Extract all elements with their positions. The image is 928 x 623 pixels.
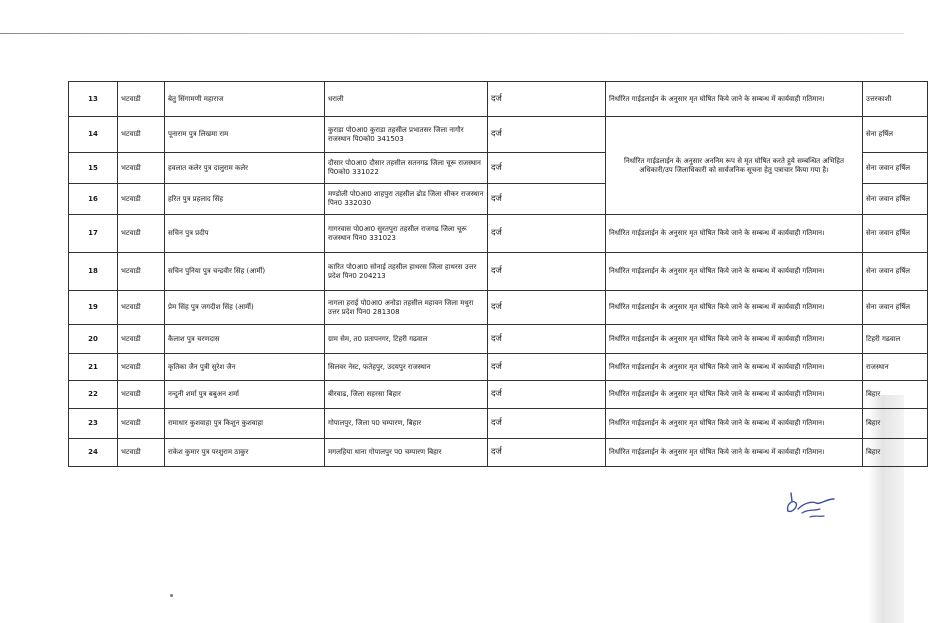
- table-row: [69, 82, 928, 117]
- person-name: हरित पुत्र प्रहलाद सिंह: [165, 184, 325, 215]
- person-name: प्रेम सिंह पुत्र जगदीश सिंह (आर्मी): [165, 291, 325, 325]
- person-address: गागरवास पो0आ0 सुरतपुरा तहसील राजगढ जिला चूरू राजस्थान पिन0 331023: [325, 215, 488, 253]
- location: टिहरी गढवाल: [863, 325, 928, 354]
- serial-number: 19: [69, 291, 118, 325]
- person-name: कैलाश पुत्र चरणदास: [165, 325, 325, 354]
- serial-number: 24: [69, 439, 118, 467]
- person-address: बीरवाढ, जिला सहरसा बिहार: [325, 381, 488, 409]
- scan-top-edge: [0, 33, 904, 34]
- table-row: [69, 253, 928, 291]
- station-name: भटवाडी: [118, 291, 165, 325]
- action-note: निर्धारित गाईडलाईन के अनुसार मृत घोषित किये जाने के सम्बन्ध में कार्यवाही गतिमान।: [606, 409, 863, 439]
- report-status: दर्ज: [488, 184, 606, 215]
- table-row: [69, 325, 928, 354]
- table-row: [69, 215, 928, 253]
- handwritten-signature: [782, 487, 842, 527]
- missing-persons-table: [68, 81, 928, 467]
- action-note: निर्धारित गाईडलाईन के अनुसार मृत घोषित किये जाने के सम्बन्ध में कार्यवाही गतिमान।: [606, 82, 863, 117]
- person-name: सचिन पुत्र प्रदीप: [165, 215, 325, 253]
- station-name: भटवाडी: [118, 354, 165, 381]
- location: बिहार: [863, 381, 928, 409]
- report-status: दर्ज: [488, 117, 606, 153]
- station-name: भटवाडी: [118, 325, 165, 354]
- serial-number: 16: [69, 184, 118, 215]
- report-status: दर्ज: [488, 291, 606, 325]
- location: उत्तरकाशी: [863, 82, 928, 117]
- serial-number: 14: [69, 117, 118, 153]
- person-name: पूनाराम पुत्र लिखमा राम: [165, 117, 325, 153]
- serial-number: 22: [69, 381, 118, 409]
- location: सेना हर्षिल: [863, 117, 928, 153]
- report-status: दर्ज: [488, 253, 606, 291]
- station-name: भटवाडी: [118, 253, 165, 291]
- person-address: कुराडा पो0आ0 कुराडा तहसील प्रभातसर जिला नागौर राजस्थान पि0को0 341503: [325, 117, 488, 153]
- location: बिहार: [863, 439, 928, 467]
- table-row: [69, 381, 928, 409]
- action-note: निर्धारित गाईडलाईन के अनुसार मृत घोषित किये जाने के सम्बन्ध में कार्यवाही गतिमान।: [606, 381, 863, 409]
- person-address: कारित पो0आ0 सोनाई तहसील हाथरस जिला हाथरस उत्तर प्रदेश पिन0 204213: [325, 253, 488, 291]
- person-name: बेतु सिंगामणी महाराज: [165, 82, 325, 117]
- serial-number: 13: [69, 82, 118, 117]
- station-name: भटवाडी: [118, 215, 165, 253]
- action-note: निर्धारित गाईडलाईन के अनुसार मृत घोषित किये जाने के सम्बन्ध में कार्यवाही गतिमान।: [606, 291, 863, 325]
- person-name: राकेश कुमार पुत्र परशुराम ठाकुर: [165, 439, 325, 467]
- serial-number: 15: [69, 153, 118, 184]
- table-row: [69, 291, 928, 325]
- action-note: निर्धारित गाईडलाईन के अनुसार मृत घोषित किये जाने के सम्बन्ध में कार्यवाही गतिमान।: [606, 215, 863, 253]
- person-name: हवलात कलेर पुत्र दालुराम कलेर: [165, 153, 325, 184]
- merged-action-note: निर्धारित गाईडलाईन के अनुसार अननिम रूप से मृत घोषित करते हुये सम्बन्धित अभिहित अधिकारी/उप जिलाधिकारी को सार्वजनिक सूचना हेतु पत्राचार किया गया है।: [606, 117, 863, 215]
- person-address: गोपालपुर, जिला प0 चम्पारण, बिहार: [325, 409, 488, 439]
- location: सेना जवान हर्षिल: [863, 153, 928, 184]
- report-status: दर्ज: [488, 82, 606, 117]
- location: सेना जवान हर्षिल: [863, 253, 928, 291]
- report-status: दर्ज: [488, 153, 606, 184]
- serial-number: 21: [69, 354, 118, 381]
- person-name: कृतिका जैन पुत्री सुरेश जैन: [165, 354, 325, 381]
- station-name: भटवाडी: [118, 117, 165, 153]
- table-row: [69, 354, 928, 381]
- report-status: दर्ज: [488, 409, 606, 439]
- action-note: निर्धारित गाईडलाईन के अनुसार मृत घोषित किये जाने के सम्बन्ध में कार्यवाही गतिमान।: [606, 439, 863, 467]
- person-name: रामाधार कुशवाहा पुत्र किशुन कुशवाहा: [165, 409, 325, 439]
- location: सेना जवान हर्षिल: [863, 215, 928, 253]
- person-address: धराली: [325, 82, 488, 117]
- location: बिहार: [863, 409, 928, 439]
- person-address: ग्राम सेम, त0 प्रतापनगर, टिहरी गढवाल: [325, 325, 488, 354]
- person-address: नागला हराई पो0आ0 अनोडा तहसील महावन जिला मथुरा उत्तर प्रदेश पिन0 281308: [325, 291, 488, 325]
- report-status: दर्ज: [488, 439, 606, 467]
- report-status: दर्ज: [488, 325, 606, 354]
- action-note: निर्धारित गाईडलाईन के अनुसार मृत घोषित किये जाने के सम्बन्ध में कार्यवाही गतिमान।: [606, 325, 863, 354]
- action-note: निर्धारित गाईडलाईन के अनुसार मृत घोषित किये जाने के सम्बन्ध में कार्यवाही गतिमान।: [606, 354, 863, 381]
- report-status: दर्ज: [488, 354, 606, 381]
- serial-number: 20: [69, 325, 118, 354]
- station-name: भटवाडी: [118, 82, 165, 117]
- station-name: भटवाडी: [118, 153, 165, 184]
- location: सेना जवान हर्षिल: [863, 291, 928, 325]
- report-status: दर्ज: [488, 381, 606, 409]
- scan-speck: [170, 594, 173, 597]
- table-row: [69, 117, 928, 153]
- serial-number: 23: [69, 409, 118, 439]
- table-row: [69, 409, 928, 439]
- serial-number: 18: [69, 253, 118, 291]
- location: राजस्थान: [863, 354, 928, 381]
- location: सेना जवान हर्षिल: [863, 184, 928, 215]
- table-row: [69, 439, 928, 467]
- serial-number: 17: [69, 215, 118, 253]
- person-address: दौसार पो0आ0 दौसार तहसील सतनगढ जिला चूरू राजस्थान पि0को0 331022: [325, 153, 488, 184]
- station-name: भटवाडी: [118, 439, 165, 467]
- person-name: नन्दुनी शर्मा पुत्र बबुअन शर्मा: [165, 381, 325, 409]
- station-name: भटवाडी: [118, 381, 165, 409]
- person-address: मगलहिया थाना गोपालपुर प0 चम्पारण बिहार: [325, 439, 488, 467]
- report-status: दर्ज: [488, 215, 606, 253]
- person-address: मण्डोली पो0आ0 शाहपुरा तहसील ढोड जिला सीकर राजस्थान पिन0 332030: [325, 184, 488, 215]
- person-address: सिलवर नेस्ट, फतेहपुर, उदयपुर राजस्थान: [325, 354, 488, 381]
- action-note: निर्धारित गाईडलाईन के अनुसार मृत घोषित किये जाने के सम्बन्ध में कार्यवाही गतिमान।: [606, 253, 863, 291]
- station-name: भटवाडी: [118, 409, 165, 439]
- person-name: सचिन पुनिया पुत्र चन्द्रवीर सिंह (आर्मी): [165, 253, 325, 291]
- station-name: भटवाडी: [118, 184, 165, 215]
